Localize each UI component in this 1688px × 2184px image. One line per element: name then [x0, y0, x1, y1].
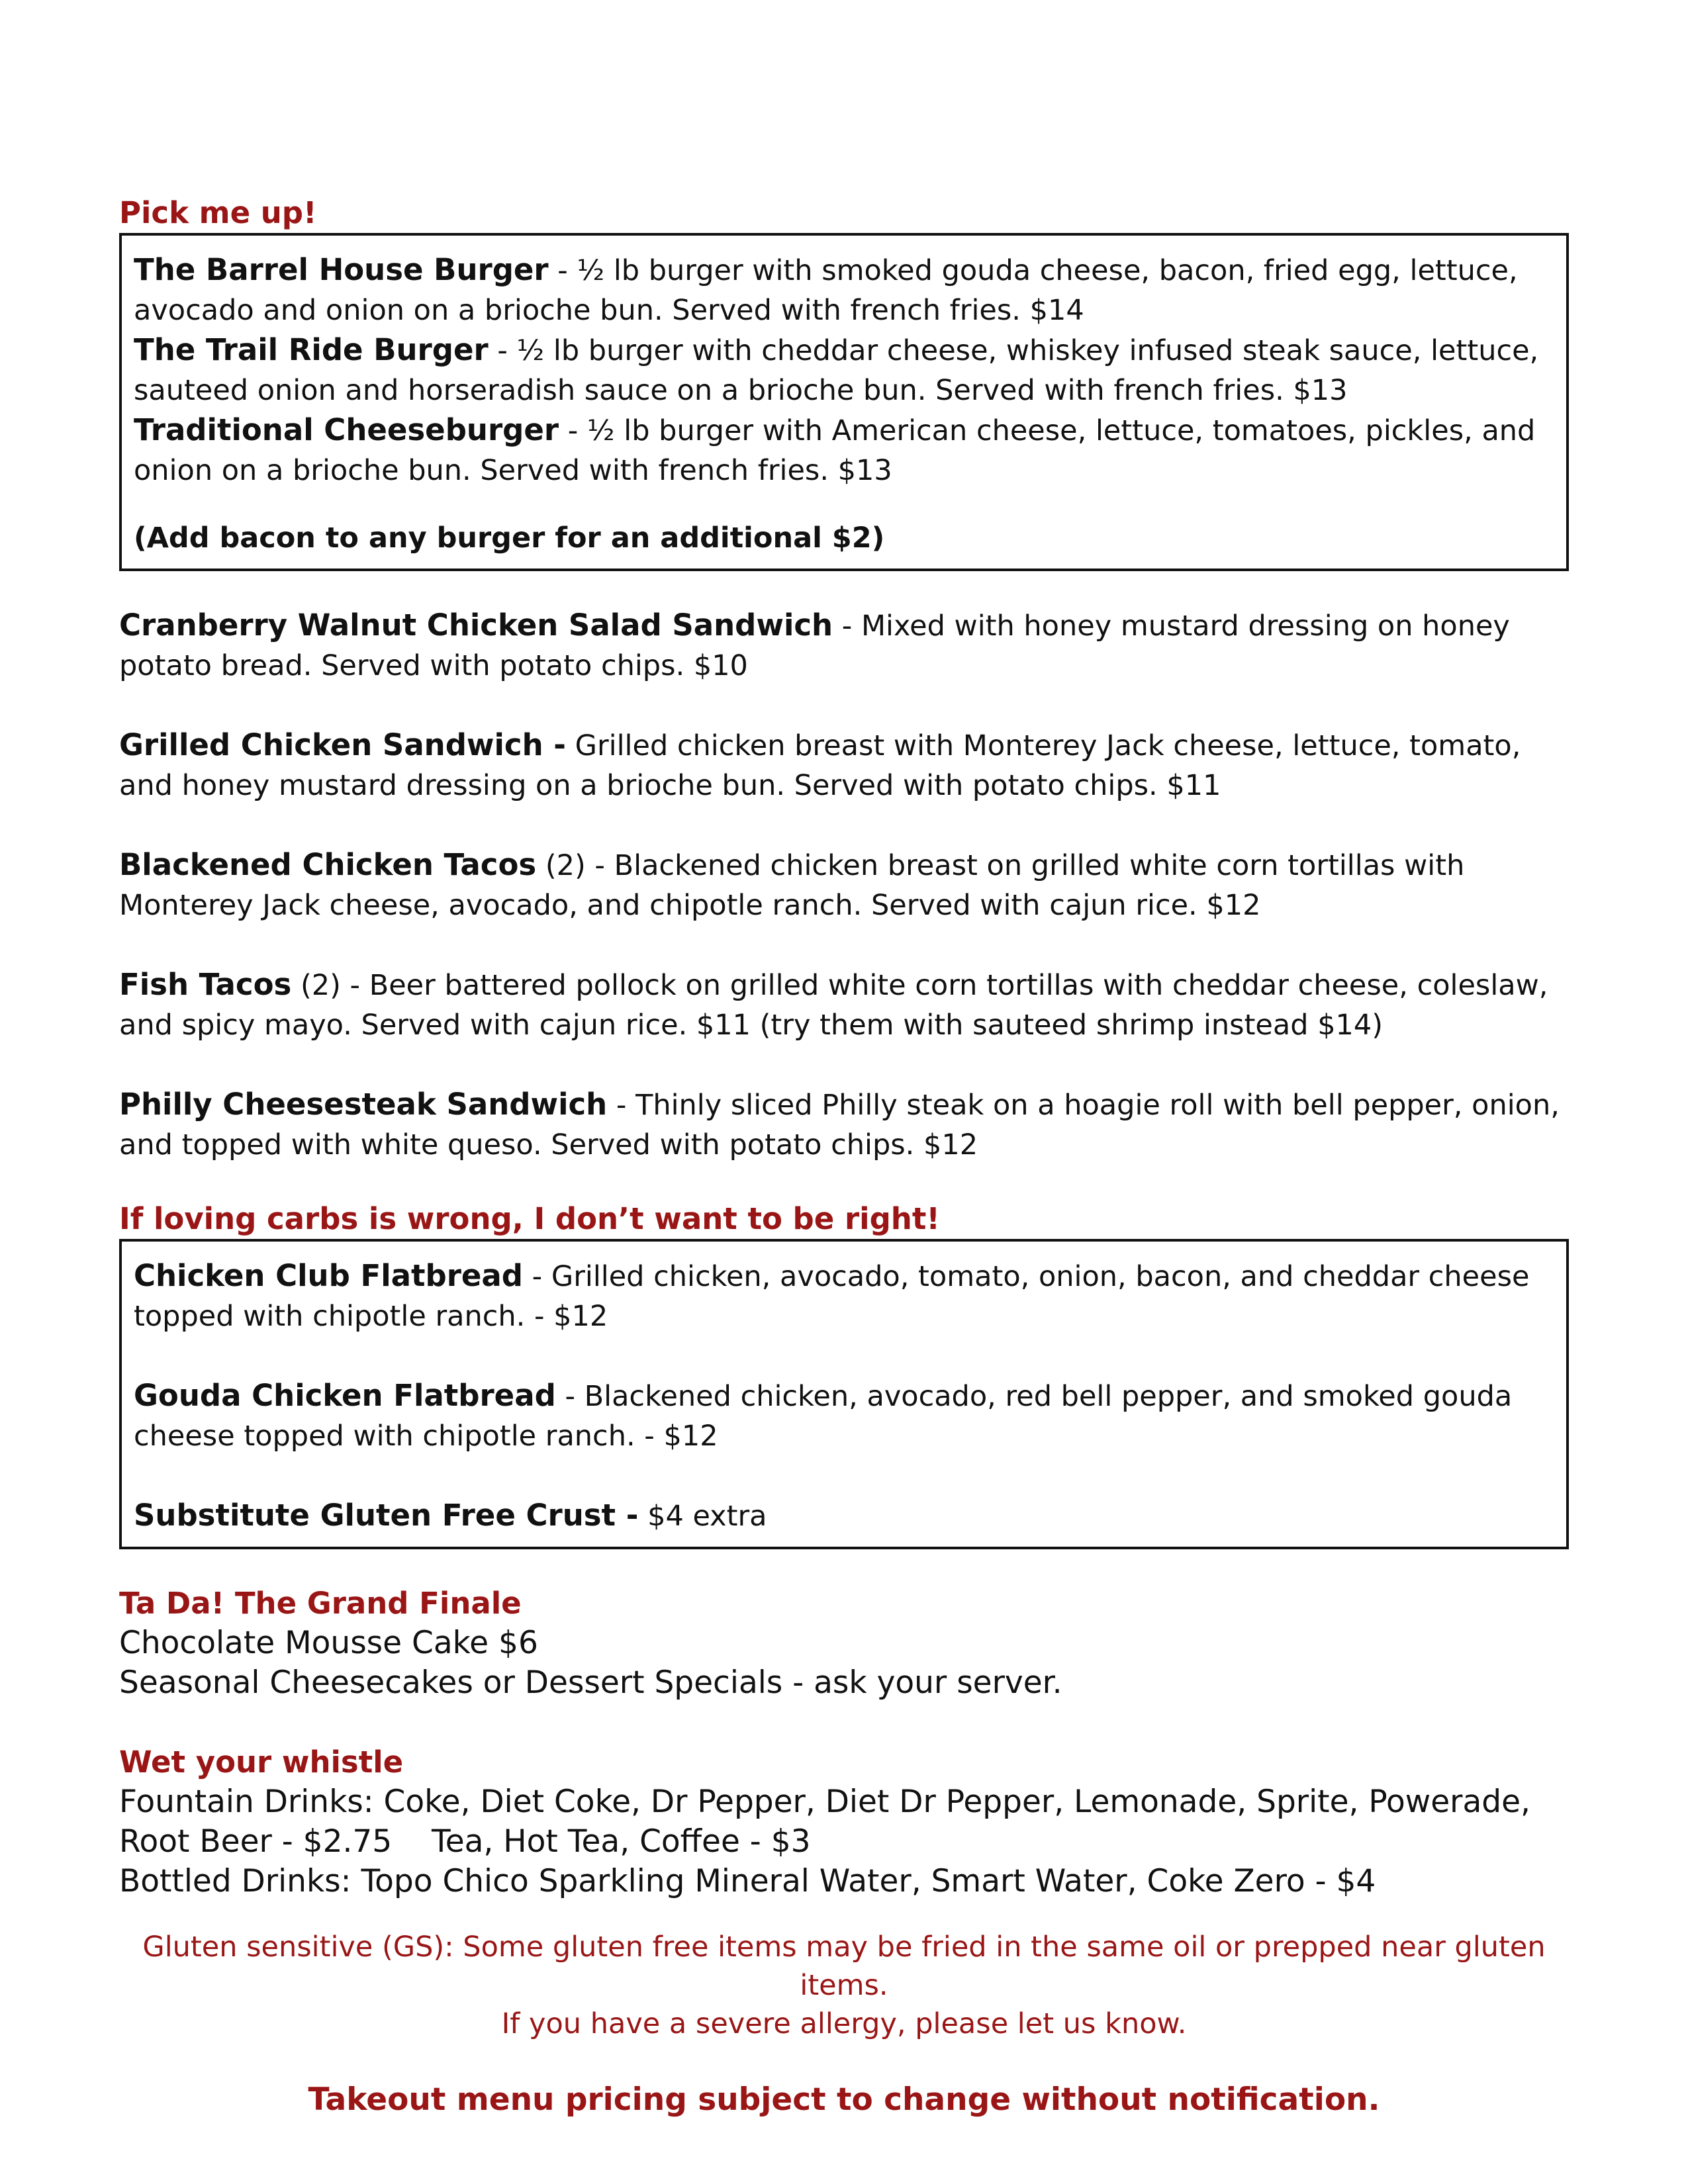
item-description: Grilled chicken breast with Monterey Jack cheese, lettuce, tomato, and honey mustard dressing on a brioche bun. Served with potato chips. $11 [119, 729, 1521, 802]
item-description: - Mixed with honey mustard dressing on honey potato bread. Served with potato chips. $10 [119, 610, 1510, 682]
item-description: (2) - Blackened chicken breast on grilled white corn tortillas with Monterey Jack cheese, avocado, and chipotle ranch. Served with cajun rice. $12 [119, 849, 1465, 922]
dessert-line: Seasonal Cheesecakes or Dessert Specials - ask your server. [119, 1664, 1062, 1701]
drinks-line: Fountain Drinks: Coke, Diet Coke, Dr Pepper, Diet Dr Pepper, Lemonade, Sprite, Powerade, [119, 1784, 1530, 1820]
menu-item [119, 606, 1569, 686]
item-description: - Blackened chicken, avocado, red bell pepper, and smoked gouda cheese topped with chipotle ranch. - $12 [134, 1380, 1513, 1453]
item-description: - ½ lb burger with American cheese, lettuce, tomatoes, pickles, and onion on a brioche bun. Served with french fries. $13 [134, 414, 1536, 487]
menu-item [119, 965, 1569, 1045]
item-name: Chicken Club Flatbread [134, 1258, 524, 1293]
item-name: Philly Cheesesteak Sandwich [119, 1087, 608, 1122]
drinks-heading: Wet your whistle [119, 1745, 404, 1780]
menu-item [134, 1496, 1554, 1536]
menu-item [134, 330, 1554, 410]
item-description: - ½ lb burger with cheddar cheese, whiskey infused steak sauce, lettuce, sauteed onion and horseradish sauce on a brioche bun. Served with french fries. $13 [134, 334, 1539, 407]
item-name: Blackened Chicken Tacos [119, 847, 537, 882]
item-name: Traditional Cheeseburger [134, 412, 559, 447]
menu-item [119, 845, 1569, 925]
menu-page [119, 193, 1569, 2120]
burgers-box [119, 233, 1569, 571]
menu-item [134, 410, 1554, 490]
drinks-line: Bottled Drinks: Topo Chico Sparkling Mineral Water, Smart Water, Coke Zero - $4 [119, 1863, 1376, 1899]
burgers-heading: Pick me up! [119, 195, 317, 230]
item-name: Cranberry Walnut Chicken Salad Sandwich [119, 608, 833, 643]
item-description: - Thinly sliced Philly steak on a hoagie roll with bell pepper, onion, and topped with white queso. Served with potato chips. $12 [119, 1089, 1560, 1161]
item-description: $4 extra [638, 1500, 767, 1533]
menu-item [119, 1085, 1569, 1165]
item-name: The Barrel House Burger [134, 252, 549, 287]
flatbreads-box [119, 1239, 1569, 1549]
flatbreads-heading: If loving carbs is wrong, I don’t want to be right! [119, 1201, 940, 1236]
item-description: (2) - Beer battered pollock on grilled white corn tortillas with cheddar cheese, coleslaw, and spicy mayo. Served with cajun rice. $11 (try them with sauteed shrimp instead $14) [119, 969, 1548, 1042]
drinks-line: Root Beer - $2.75 Tea, Hot Tea, Coffee - $3 [119, 1823, 811, 1860]
menu-item [134, 1256, 1554, 1336]
dessert-line: Chocolate Mousse Cake $6 [119, 1625, 538, 1661]
menu-item [134, 1376, 1554, 1456]
item-name: Fish Tacos [119, 967, 292, 1002]
menu-item [134, 250, 1554, 330]
pricing-footer: Takeout menu pricing subject to change without notification. [308, 2081, 1380, 2118]
item-description: - ½ lb burger with smoked gouda cheese, bacon, fried egg, lettuce, avocado and onion on a brioche bun. Served with french fries. $14 [134, 254, 1518, 327]
item-name: Grilled Chicken Sandwich - [119, 727, 566, 762]
desserts-heading: Ta Da! The Grand Finale [119, 1586, 522, 1621]
allergy-disclaimer: If you have a severe allergy, please let us know. [501, 2007, 1187, 2040]
item-name: Substitute Gluten Free Crust - [134, 1498, 639, 1533]
bacon-note: (Add bacon to any burger for an additional $2) [134, 522, 885, 555]
menu-item [119, 725, 1569, 805]
item-name: Gouda Chicken Flatbread [134, 1378, 556, 1413]
item-description: - Grilled chicken, avocado, tomato, onion, bacon, and cheddar cheese topped with chipotle ranch. - $12 [134, 1260, 1530, 1333]
item-name: The Trail Ride Burger [134, 332, 489, 367]
gluten-disclaimer: Gluten sensitive (GS): Some gluten free items may be fried in the same oil or prepped near gluten items. [142, 1931, 1546, 2002]
